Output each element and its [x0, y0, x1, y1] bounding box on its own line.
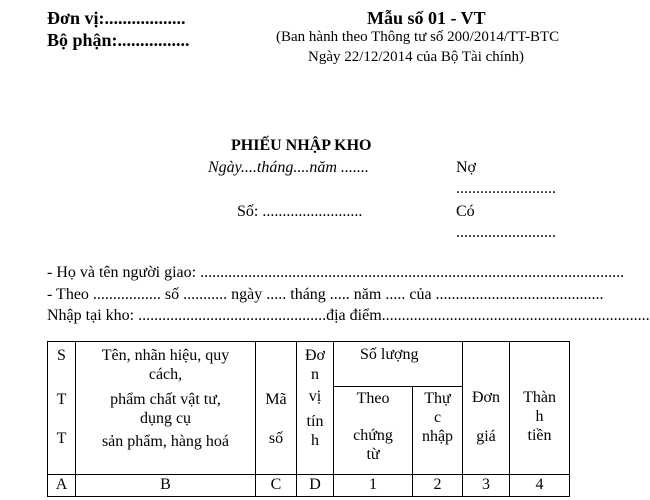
unit-field: Đơn vị:..................: [47, 8, 186, 28]
index-1: 1: [334, 475, 413, 497]
header-by-document: Theo chứng từ: [334, 387, 413, 475]
header-actual: Thự c nhập: [413, 387, 463, 475]
date-line: Ngày....tháng....năm .......: [208, 159, 369, 176]
header-quantity: Số lượng: [334, 342, 463, 387]
goods-table: [47, 341, 570, 497]
index-4: 4: [510, 475, 570, 497]
debit-label: Nợ: [456, 159, 477, 176]
debit-dots: .........................: [456, 180, 556, 197]
warehouse-field: Nhập tại kho: ...............................................địa điểm...................................................................: [47, 307, 650, 324]
index-a: A: [48, 475, 76, 497]
header-unit: Đơ n vị tín h: [297, 342, 334, 475]
header-price: Đơn giá: [463, 342, 510, 475]
credit-label: Có: [456, 203, 475, 220]
according-to-field: - Theo ................. số ........... ngày ..... tháng ..... năm ..... của ..........................................: [47, 286, 604, 303]
document-title: PHIẾU NHẬP KHO: [231, 137, 372, 154]
department-field: Bộ phận:................: [47, 30, 190, 50]
index-c: C: [256, 475, 297, 497]
index-b: B: [76, 475, 256, 497]
issued-date-note: Ngày 22/12/2014 của Bộ Tài chính): [308, 49, 524, 65]
header-item-name: Tên, nhãn hiệu, quy cách, phẩm chất vật tư, dụng cụ sản phẩm, hàng hoá: [76, 342, 256, 475]
deliverer-field: - Họ và tên người giao: ..........................................................................................................: [47, 264, 625, 281]
header-code: Mã số: [256, 342, 297, 475]
document-number-line: Số: .........................: [237, 203, 363, 220]
header-stt: S T T: [48, 342, 76, 475]
form-number: Mẫu số 01 - VT: [367, 8, 486, 28]
issued-by-note: (Ban hành theo Thông tư số 200/2014/TT-BTC: [276, 29, 560, 45]
index-3: 3: [463, 475, 510, 497]
credit-dots: .........................: [456, 224, 556, 241]
header-amount: Thàn h tiền: [510, 342, 570, 475]
index-2: 2: [413, 475, 463, 497]
index-d: D: [297, 475, 334, 497]
